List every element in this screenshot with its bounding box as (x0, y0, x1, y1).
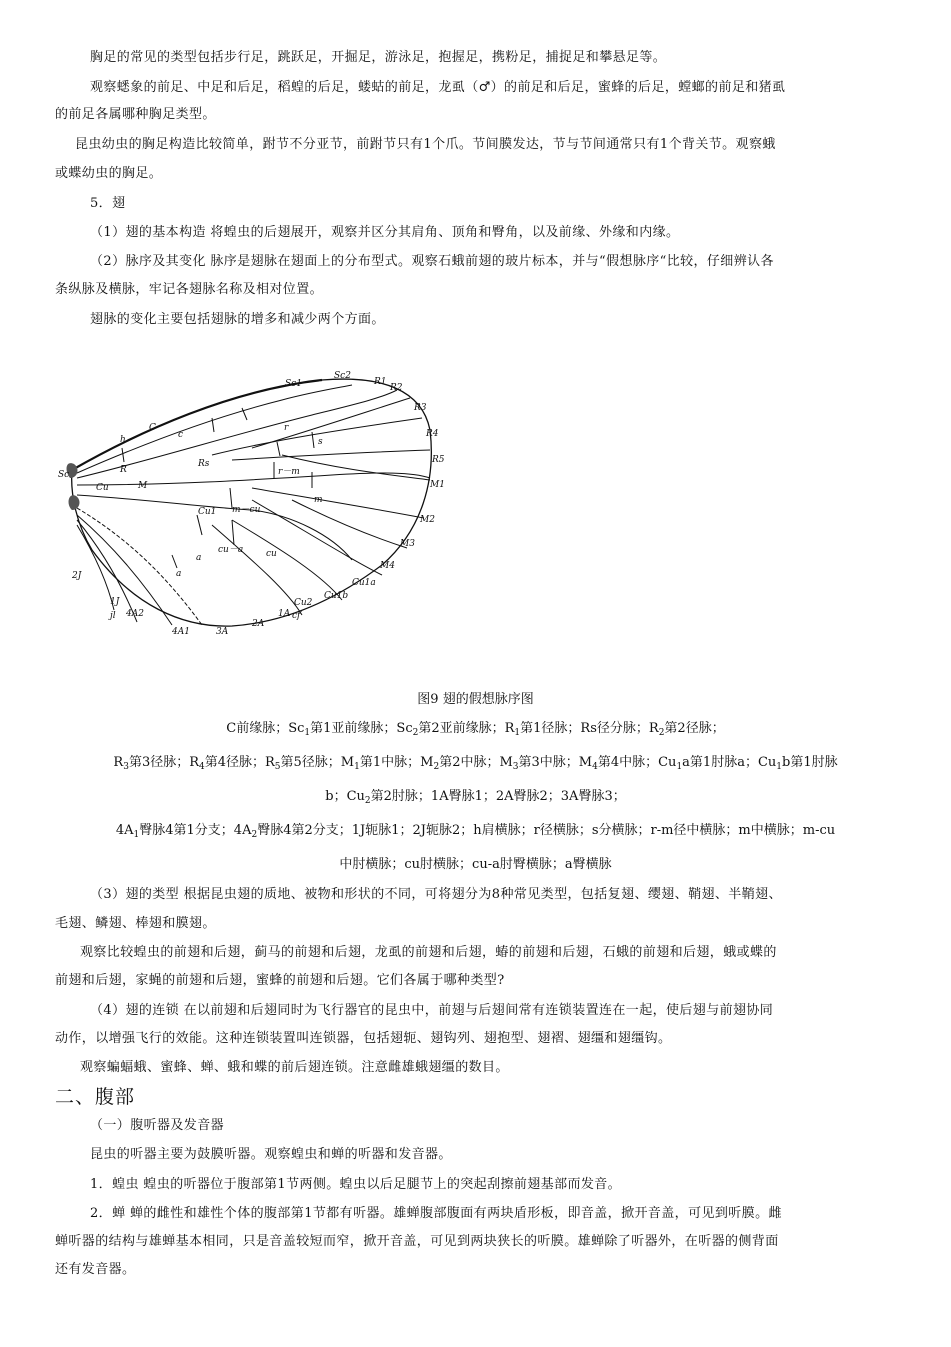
label-R5: R5 (432, 455, 445, 465)
label-M2: M2 (420, 515, 435, 525)
label-cu: cu (266, 549, 277, 559)
legend-subscript: 1 (133, 830, 140, 840)
paragraph-observe-coupling: 观察蝙蝠蛾、蜜蜂、蝉、蛾和蝶的前后翅连锁。注意雌雄蛾翅缰的数目。 (80, 1060, 509, 1075)
legend-subscript: 1 (676, 762, 683, 772)
paragraph-compare-wings-line2: 前翅和后翅，家蝇的前翅和后翅，蜜蜂的前翅和后翅。它们各属于哪种类型? (55, 973, 505, 988)
label-4A2: 4A2 (126, 609, 144, 619)
label-C: C (149, 423, 156, 433)
label-R3: R3 (414, 403, 427, 413)
label-Sc2: Sc2 (334, 371, 351, 381)
legend-subscript: 1 (514, 728, 521, 738)
paragraph-larva-legs-line1: 昆虫幼虫的胸足构造比较简单，跗节不分亚节，前跗节只有1个爪。节间膜发达，节与节间通常只有1个背关节。观察蛾 (75, 137, 776, 152)
label-s: s (318, 437, 323, 447)
label-M: M (138, 481, 148, 491)
paragraph-larva-legs-line2: 或蝶幼虫的胸足。 (55, 166, 163, 181)
subsection-hearing-organs: （一）腹听器及发音器 (90, 1118, 225, 1133)
label-h: h (120, 435, 126, 445)
label-Cu: Cu (96, 483, 109, 493)
label-R1: R1 (374, 377, 387, 387)
label-Cu1: Cu1 (198, 507, 217, 517)
label-Cu2: Cu2 (294, 598, 313, 608)
legend-subscript: 1 (354, 762, 360, 772)
paragraph-venation-changes: 翅脉的变化主要包括翅脉的增多和减少两个方面。 (90, 312, 385, 327)
label-Cu1b: Cu1b (324, 591, 349, 601)
legend-subscript: 1 (776, 762, 782, 772)
label-1J: 1J (110, 597, 120, 607)
paragraph-observe-legs-line1: 观察蟋象的前足、中足和后足，稻蝗的后足，蝼蛄的前足，龙虱（♂）的前足和后足，蜜蜂的后足，螳螂的前足和猪虱 (90, 80, 786, 95)
label-cu-a: cu－a (218, 545, 244, 555)
section-abdomen-heading: 二、腹部 (55, 1086, 136, 1108)
label-Sc: Sc (58, 470, 70, 480)
label-a-upper: a (196, 553, 202, 563)
paragraph-locust: 1．蝗虫 蝗虫的听器位于腹部第1节两侧。蝗虫以后足腿节上的突起刮擦前翅基部而发音。 (90, 1177, 622, 1192)
label-jl: jl (110, 611, 116, 621)
label-Rs: Rs (198, 459, 210, 469)
wing-venation-diagram (52, 360, 452, 650)
label-m-cu: m－cu (232, 505, 261, 515)
label-m: m (314, 495, 323, 505)
legend-subscript: 4 (592, 762, 598, 772)
figure-legend-line: $R_3$第3径脉；$R_4$第4径脉；$R_5$第5径脉；$M_1$第1中脉；$M_2$第2中脉；$M_3$第3中脉；$M_4$第4中脉；$Cu_1a$第1肘脉a；$Cu_1b$第1肘脉 (113, 755, 838, 772)
paragraph-wing-types-line1: （3）翅的类型 根据昆虫翅的质地、被物和形状的不同，可将翅分为8种常见类型，包括复翅、缨翅、鞘翅、半鞘翅、 (90, 887, 782, 902)
paragraph-venation-line1: （2）脉序及其变化 脉序是翅脉在翅面上的分布型式。观察石蛾前翅的玻片标本，并与“假想脉序“比较，仔细辨认各 (90, 254, 774, 269)
label-R4: R4 (426, 429, 439, 439)
legend-subscript: 2 (412, 728, 419, 738)
legend-subscript: 5 (274, 762, 281, 772)
legend-subscript: 1 (304, 728, 311, 738)
label-2J: 2J (72, 571, 82, 581)
paragraph-wing-coupling-line1: （4）翅的连锁 在以前翅和后翅同时为飞行器官的昆虫中，前翅与后翅间常有连锁装置连在一起，使后翅与前翅协同 (90, 1003, 774, 1018)
figure-legend-line: $4A_1$臀脉4第1分支；$4A_2$臀脉4第2分支；1J轭脉1；2J轭脉2；h肩横脉；r径横脉；s分横脉；r-m径中横脉；m中横脉；m-cu (115, 823, 836, 840)
label-r: r (284, 423, 289, 433)
label-cf: cf (292, 611, 301, 621)
legend-subscript: 2 (251, 830, 258, 840)
paragraph-wing-types-line2: 毛翅、鳞翅、棒翅和膜翅。 (55, 916, 216, 931)
label-c: c (178, 430, 184, 440)
paragraph-cicada-line2: 蝉听器的结构与雄蝉基本相同，只是音盖较短而窄，掀开音盖，可见到两块狭长的听膜。雄蝉除了听器外，在听器的侧背面 (55, 1234, 779, 1249)
paragraph-cicada-line1: 2．蝉 蝉的雌性和雄性个体的腹部第1节都有听器。雄蝉腹部腹面有两块盾形板，即音盖，掀开音盖，可见到听膜。雌 (90, 1206, 782, 1221)
paragraph-observe-legs-line2: 的前足各属哪种胸足类型。 (55, 107, 216, 122)
figure-caption: 图9 翅的假想脉序图 (417, 692, 534, 707)
paragraph-compare-wings-line1: 观察比较蝗虫的前翅和后翅，蓟马的前翅和后翅，龙虱的前翅和后翅，蝽的前翅和后翅，石蛾的前翅和后翅，蛾或蝶的 (80, 945, 777, 960)
paragraph-wing-structure: （1）翅的基本构造 将蝗虫的后翅展开，观察并区分其肩角、顶角和臀角，以及前缘、外缘和内缘。 (90, 225, 680, 240)
legend-subscript: 2 (658, 728, 665, 738)
label-R: R (120, 465, 127, 475)
label-r-m: r－m (278, 467, 300, 477)
legend-subscript: 3 (123, 762, 129, 772)
paragraph-wing-coupling-line2: 动作，以增强飞行的效能。这种连锁装置叫连锁器，包括翅轭、翅钩列、翅抱型、翅褶、翅缰和翅缰钩。 (55, 1031, 672, 1046)
label-Cu1a: Cu1a (352, 578, 376, 588)
paragraph-cicada-line3: 还有发音器。 (55, 1262, 136, 1277)
label-M3: M3 (400, 539, 415, 549)
label-Sc1: Sc1 (285, 379, 302, 389)
paragraph-venation-line2: 条纵脉及横脉，牢记各翅脉名称及相对位置。 (55, 282, 324, 297)
legend-subscript: 4 (199, 762, 205, 772)
label-4A1: 4A1 (172, 627, 190, 637)
legend-subscript: 2 (364, 796, 371, 806)
label-a-lower: a (176, 569, 182, 579)
legend-subscript: 3 (512, 762, 519, 772)
figure-legend-line: C前缘脉；$Sc_1$第1亚前缘脉；$Sc_2$第2亚前缘脉；$R_1$第1径脉；Rs径分脉；$R_2$第2径脉； (226, 721, 725, 738)
label-2A: 2A (252, 619, 265, 629)
label-M4: M4 (380, 561, 395, 571)
label-1A: 1A (278, 609, 291, 619)
legend-subscript: 2 (433, 762, 440, 772)
paragraph-leg-types: 胸足的常见的类型包括步行足，跳跃足，开掘足，游泳足，抱握足，携粉足，捕捉足和攀悬足等。 (90, 50, 667, 65)
figure-legend-line: b；$Cu_2$第2肘脉；1A臀脉1；2A臀脉2；3A臀脉3； (325, 789, 626, 806)
label-3A: 3A (216, 627, 229, 637)
label-R2: R2 (390, 383, 403, 393)
label-M1: M1 (430, 480, 445, 490)
paragraph-tympanal-organs: 昆虫的听器主要为鼓膜听器。观察蝗虫和蝉的听器和发音器。 (90, 1147, 452, 1162)
figure-legend-line: 中肘横脉；cu肘横脉；cu-a肘臀横脉；a臀横脉 (339, 857, 612, 872)
section-wing-heading: 5．翅 (90, 196, 126, 211)
